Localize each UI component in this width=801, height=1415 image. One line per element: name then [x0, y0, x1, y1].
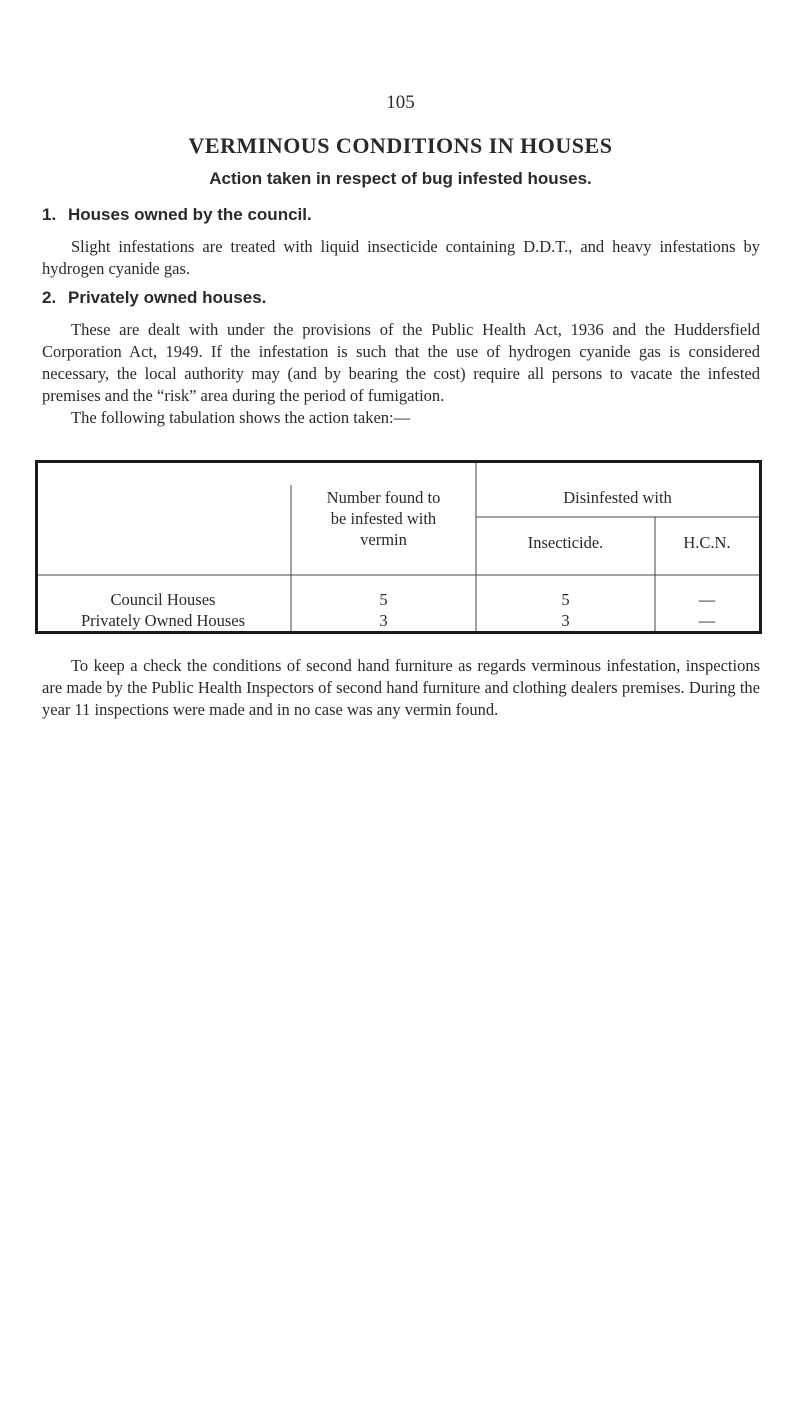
page-number: 105 — [386, 92, 415, 113]
row-2-insecticide: 3 — [561, 611, 570, 630]
section-1-body: Slight infestations are treated with liquid insecticide containing D.D.T., and heavy infestations by hydrogen cyanide gas. — [42, 237, 760, 278]
page-subtitle: Action taken in respect of bug infested houses. — [209, 169, 592, 188]
row-2-number-found: 3 — [379, 611, 388, 630]
section-1-heading — [42, 205, 312, 225]
table-right-rule — [759, 460, 762, 634]
section-2-heading — [42, 288, 266, 308]
header-hcn: H.C.N. — [683, 533, 731, 552]
row-2-hcn: — — [698, 611, 716, 630]
section-1-number: 1. — [42, 205, 57, 224]
section-1-title: Houses owned by the council. — [68, 205, 312, 224]
header-disinfested-with: Disinfested with — [563, 488, 672, 507]
header-number-found-line-2: be infested with — [330, 509, 437, 528]
header-number-found — [291, 487, 476, 550]
section-2-title: Privately owned houses. — [68, 288, 267, 307]
section-2-number: 2. — [42, 288, 57, 307]
row-1-label: Council Houses — [110, 590, 216, 609]
table-intro: The following tabulation shows the action taken:— — [71, 408, 411, 427]
page-title: VERMINOUS CONDITIONS IN HOUSES — [188, 133, 613, 158]
table-bottom-rule — [35, 631, 762, 634]
row-1-insecticide: 5 — [561, 590, 570, 609]
row-2-label: Privately Owned Houses — [80, 611, 246, 630]
action-table — [35, 460, 762, 634]
header-number-found-line-3: vermin — [360, 530, 407, 549]
row-1-number-found: 5 — [379, 590, 388, 609]
header-number-found-line-1: Number found to — [326, 488, 441, 507]
row-1-hcn: — — [698, 590, 716, 609]
header-insecticide: Insecticide. — [527, 533, 604, 552]
closing-paragraph: To keep a check the conditions of second hand furniture as regards verminous infestation, inspections are made by the Public Health Inspectors of second hand furniture and clothing dealers premises. During the year 11 inspections were made and in no case was any vermin found. — [42, 656, 760, 719]
section-2-body: These are dealt with under the provisions of the Public Health Act, 1936 and the Huddersfield Corporation Act, 1949. If the infestation is such that the use of hydrogen cyanide gas is considered necessary, the local authority may (and by bearing the cost) require all persons to vacate the infested premises and the “risk” area during the period of fumigation. — [42, 320, 760, 405]
table-top-rule — [35, 460, 762, 463]
